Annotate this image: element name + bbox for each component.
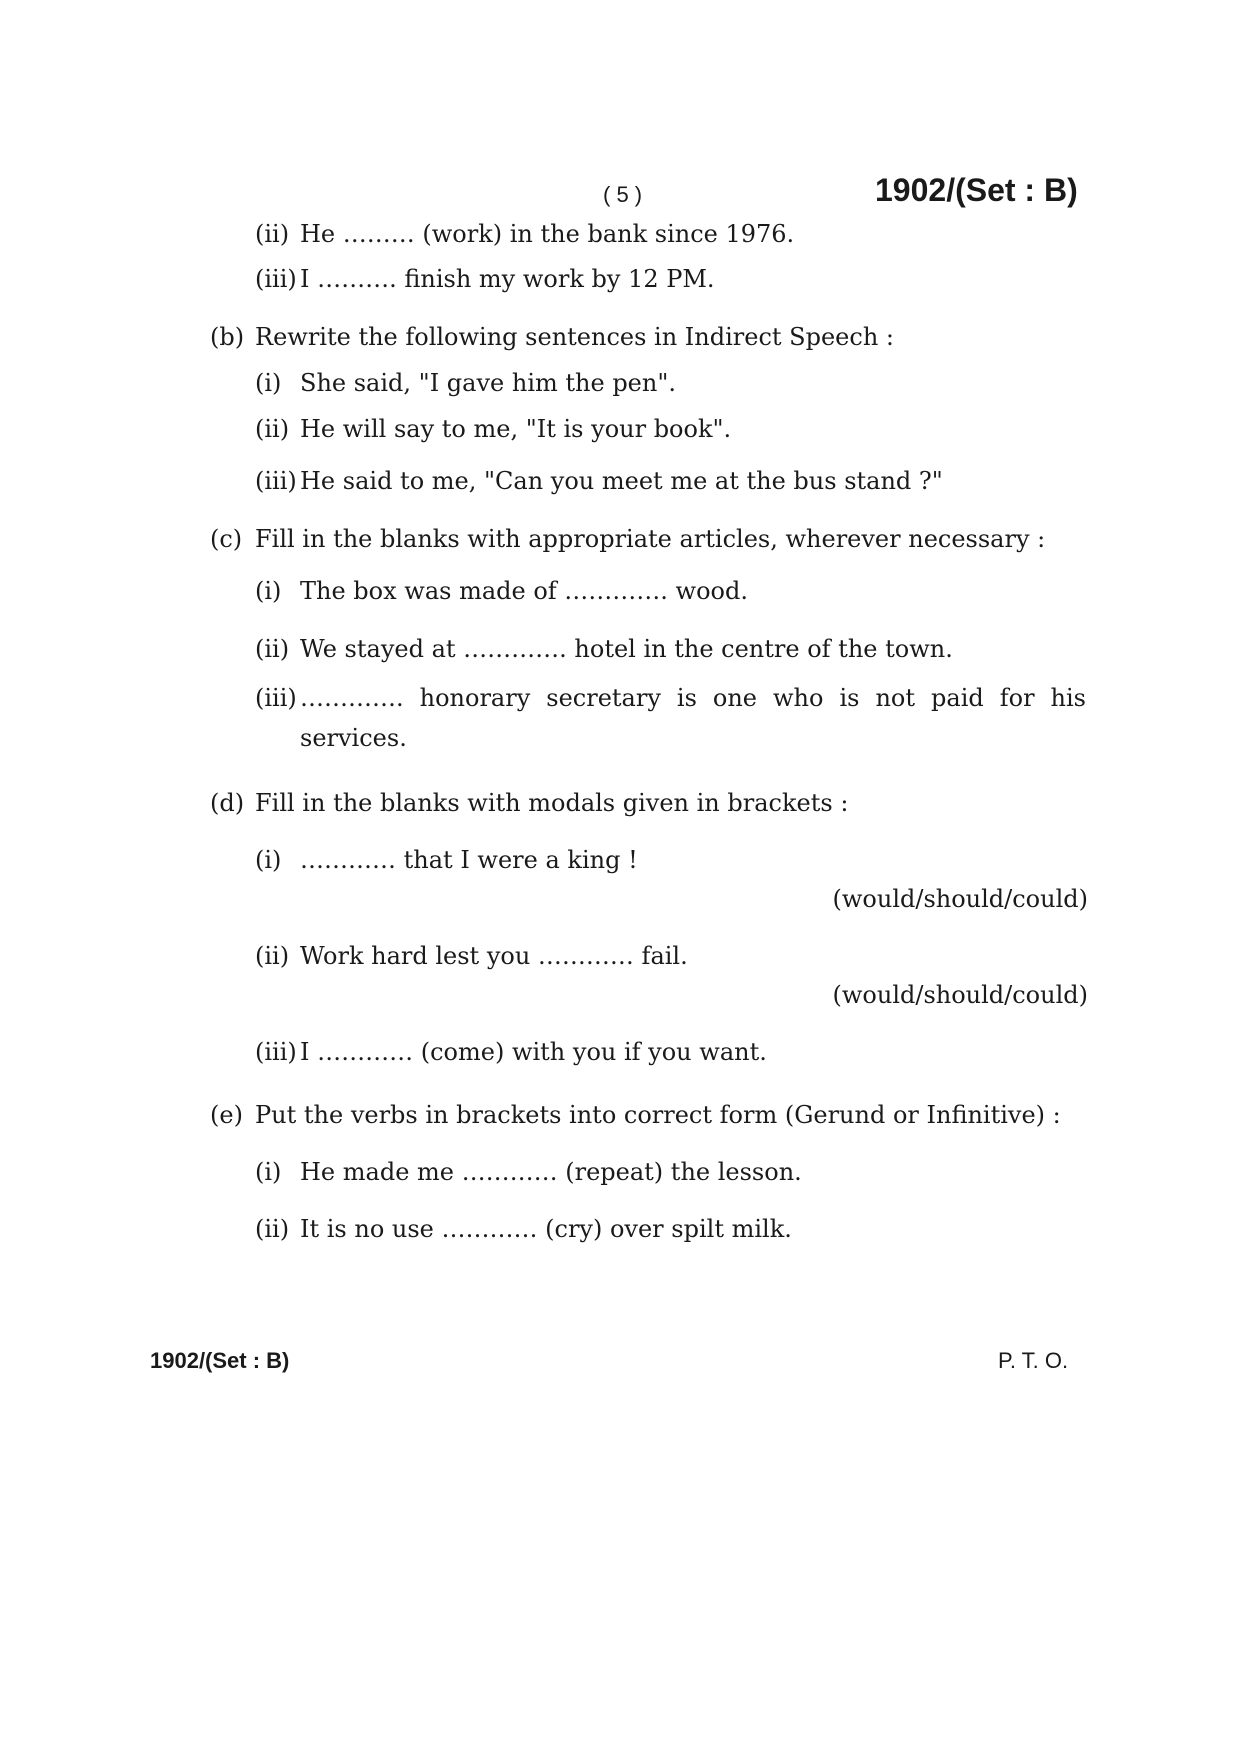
word: is bbox=[676, 684, 697, 712]
paper-code-footer: 1902/(Set : B) bbox=[150, 1348, 290, 1373]
word: honorary bbox=[419, 684, 531, 712]
item-text: Work hard lest you ………… fail. bbox=[300, 942, 688, 970]
section-label: (d) bbox=[210, 789, 245, 817]
item-text: He said to me, "Can you meet me at the bus stand ?" bbox=[300, 467, 943, 495]
item-label: (i) bbox=[255, 369, 282, 397]
please-turn-over: P. T. O. bbox=[998, 1348, 1069, 1373]
item-text: He made me ………… (repeat) the lesson. bbox=[300, 1158, 802, 1186]
item-text: It is no use ………… (cry) over spilt milk. bbox=[300, 1215, 792, 1243]
item-label: (ii) bbox=[255, 942, 290, 970]
section-label: (c) bbox=[210, 525, 243, 553]
item-label: (i) bbox=[255, 577, 282, 605]
word: is bbox=[839, 684, 860, 712]
item-label: (ii) bbox=[255, 635, 290, 663]
word: …………. bbox=[300, 684, 404, 712]
page-number: ( 5 ) bbox=[603, 182, 643, 207]
item-label: (ii) bbox=[255, 415, 290, 443]
word: not bbox=[875, 684, 916, 712]
item-text: ………… that I were a king ! bbox=[300, 846, 638, 874]
word: secretary bbox=[546, 684, 661, 712]
section-d-item-ii-options: (would/should/could) bbox=[832, 981, 1088, 1009]
section-instruction: Put the verbs in brackets into correct form (Gerund or Infinitive) : bbox=[255, 1101, 1061, 1129]
item-label: (ii) bbox=[255, 220, 290, 248]
word: who bbox=[773, 684, 824, 712]
item-text: We stayed at …………. hotel in the centre of the town. bbox=[300, 635, 953, 663]
item-label: (iii) bbox=[255, 1038, 297, 1066]
section-label: (b) bbox=[210, 323, 245, 351]
word: his bbox=[1050, 684, 1086, 712]
item-label: (iii) bbox=[255, 467, 297, 495]
item-label: (i) bbox=[255, 846, 282, 874]
item-text-line1 bbox=[300, 683, 1086, 713]
section-instruction: Fill in the blanks with modals given in brackets : bbox=[255, 789, 849, 817]
item-label: (ii) bbox=[255, 1215, 290, 1243]
item-text: She said, "I gave him the pen". bbox=[300, 369, 677, 397]
item-label: (iii) bbox=[255, 265, 297, 293]
section-instruction: Rewrite the following sentences in Indirect Speech : bbox=[255, 323, 894, 351]
word: for bbox=[999, 684, 1035, 712]
paper-code-header: 1902/(Set : B) bbox=[875, 172, 1078, 208]
item-label: (iii) bbox=[255, 684, 297, 712]
item-text-line2: services. bbox=[300, 724, 407, 752]
section-instruction: Fill in the blanks with appropriate articles, wherever necessary : bbox=[255, 525, 1046, 553]
item-label: (i) bbox=[255, 1158, 282, 1186]
item-text: I ………. finish my work by 12 PM. bbox=[300, 265, 715, 293]
section-d-item-i-options: (would/should/could) bbox=[832, 885, 1088, 913]
item-text: He will say to me, "It is your book". bbox=[300, 415, 732, 443]
word: one bbox=[712, 684, 757, 712]
item-text: I ………… (come) with you if you want. bbox=[300, 1038, 767, 1066]
word: paid bbox=[931, 684, 984, 712]
item-text: The box was made of …………. wood. bbox=[300, 577, 748, 605]
item-text: He ……… (work) in the bank since 1976. bbox=[300, 220, 795, 248]
section-label: (e) bbox=[210, 1101, 243, 1129]
